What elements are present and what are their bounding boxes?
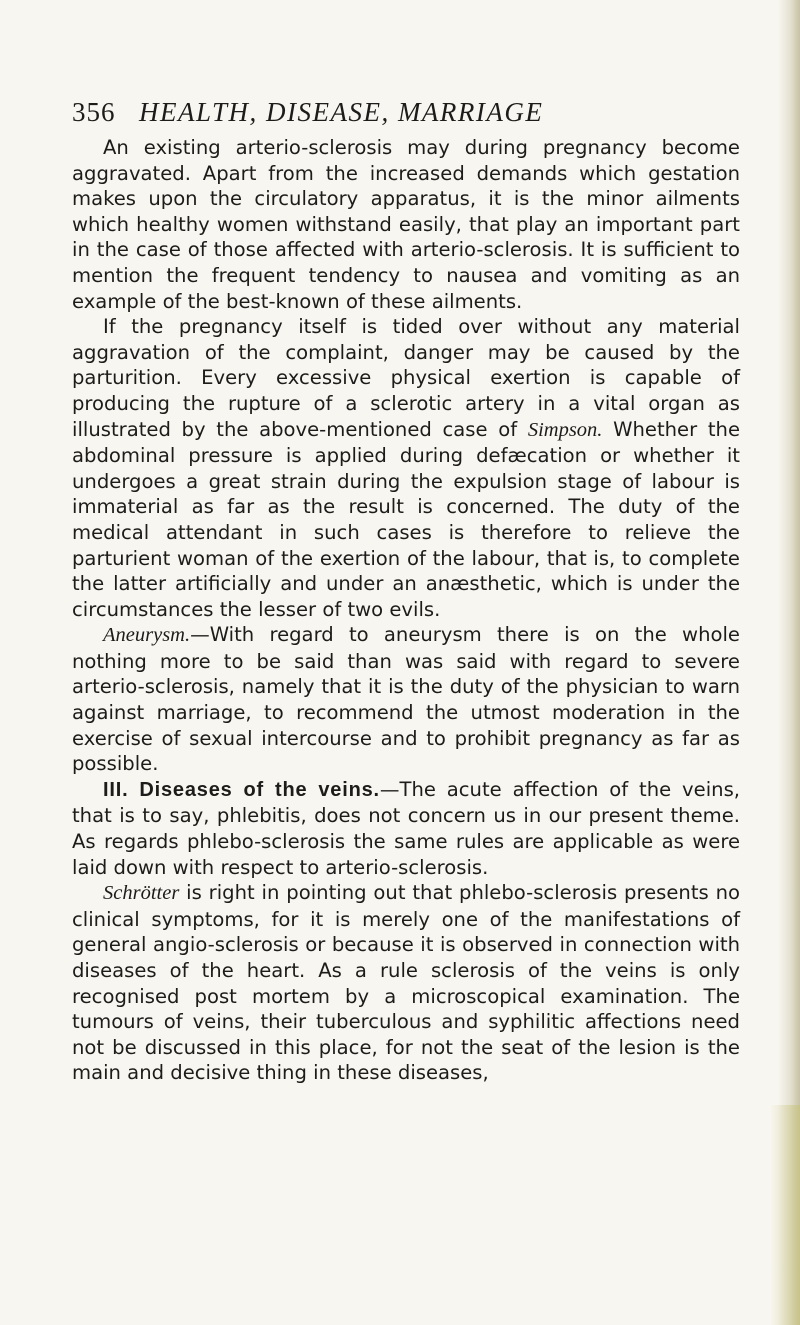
paragraph-text: —With regard to aneurysm there is on the whole nothing more to be said than was said with regard to severe arterio-sclerosis, namely that it is the duty of the physician to warn against marriage, to recommend the utmost moderation in the exercise of sexual intercourse and to prohibit pregnancy as far as possible. (72, 623, 740, 776)
section-heading-veins: III. Diseases of the veins. (103, 778, 380, 801)
paragraph-veins (72, 777, 740, 880)
paragraph-text: If the pregnancy itself is tided over without any material aggravation of the complaint, danger may be caused by the parturition. Every excessive physical exertion is capable of producing the rupture of a sclerotic artery in a vital organ as illustrated by the above-mentioned case of (72, 315, 740, 441)
running-head (72, 92, 740, 132)
body-text (72, 135, 740, 1086)
paragraph-text: is right in pointing out that phlebo-sclerosis presents no clinical symptoms, for it is merely one of the manifestations of general angio-sclerosis or because it is observed in connection with diseases of the heart. As a rule sclerosis of the veins is only recognised post mortem by a microscopical examination. The tumours of veins, their tuberculous and syphilitic affections need not be discussed in this place, for not the seat of the lesion is the main and decisive thing in these diseases, (72, 881, 740, 1085)
paragraph-parturition (72, 314, 740, 622)
running-title: HEALTH, DISEASE, MARRIAGE (139, 97, 544, 127)
paragraph-text: —The acute affection of the veins, that is to say, phlebitis, does not concern us in our present theme. As regards phlebo-sclerosis the same rules are applicable as were laid down with respect to arterio-sclerosis. (72, 777, 741, 879)
paragraph-pregnancy-aggravation: An existing arterio-sclerosis may during pregnancy become aggravated. Apart from the increased demands which gestation makes upon the circulatory apparatus, it is the minor ailments which healthy women withstand easily, that play an important part in the case of those affected with arterio-sclerosis. It is sufficient to mention the frequent tendency to nausea and vomiting as an example of the best-known of these ailments. (72, 136, 740, 313)
paragraph-aneurysm (72, 622, 740, 777)
page-number: 356 (72, 97, 116, 127)
paragraph-phlebo-sclerosis (72, 880, 740, 1086)
author-name-schrotter: Schrötter (103, 882, 180, 905)
author-name-simpson: Simpson. (527, 418, 603, 441)
page-edge-stain (770, 1105, 800, 1325)
paragraph-text: Whether the abdominal pressure is applied during defæcation or whether it undergoes a great strain during the expulsion stage of labour is immaterial as far as the result is concerned. The duty of the medical attendant in such cases is therefore to relieve the parturient woman of the exertion of the labour, that is, to complete the latter artificially and under an anæsthetic, which is under the circumstances the lesser of two evils. (72, 417, 740, 621)
subheading-aneurysm: Aneurysm. (103, 624, 191, 647)
book-page (72, 92, 740, 1086)
